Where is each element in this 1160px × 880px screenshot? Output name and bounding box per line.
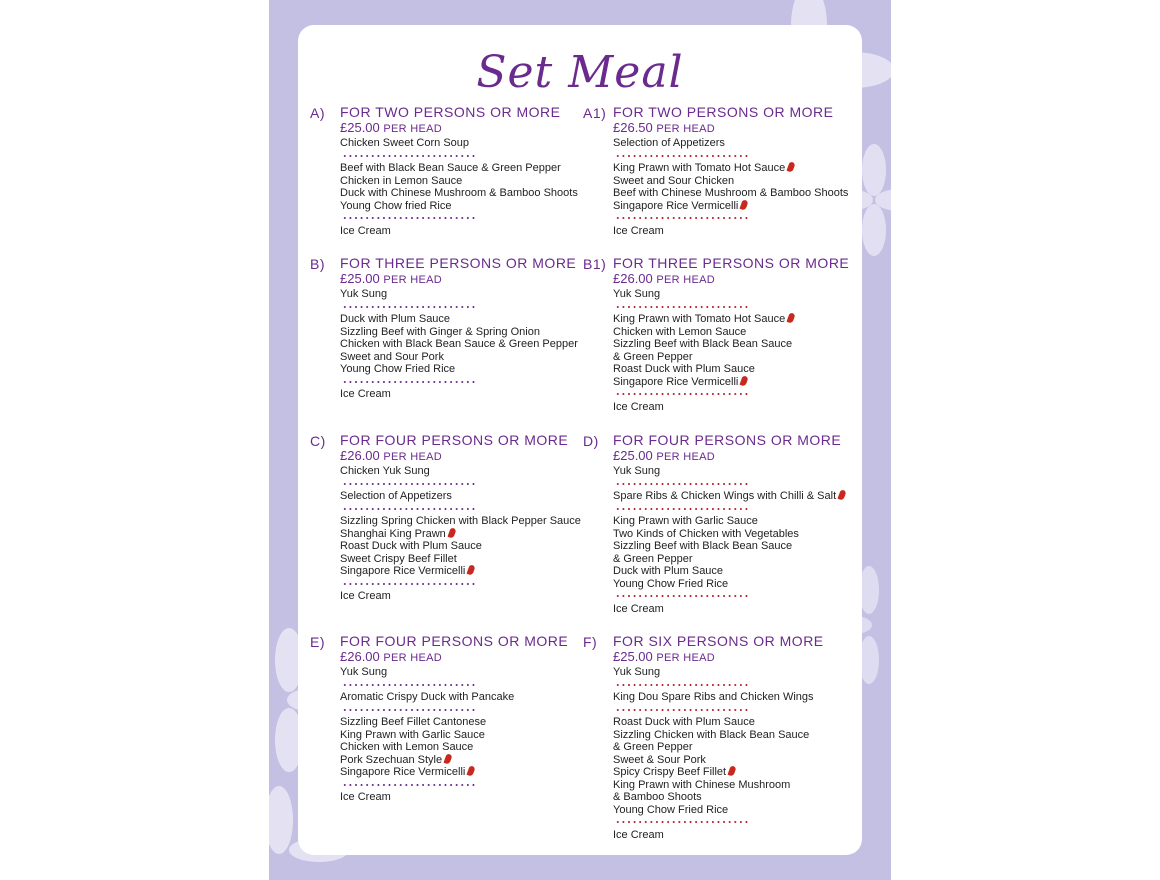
- menu-item: [340, 351, 610, 364]
- menu-item: [340, 338, 610, 351]
- meal-items: [340, 288, 610, 401]
- dotted-separator: [613, 478, 883, 491]
- menu-item-label: Sweet & Sour Pork: [613, 753, 706, 766]
- menu-item-label: Sizzling Beef with Black Bean Sauce: [613, 540, 793, 552]
- menu-item: [613, 200, 883, 213]
- menu-item-label: Ice Cream: [340, 388, 391, 400]
- menu-item: [340, 200, 610, 213]
- menu-item-label: Beef with Chinese Mushroom & Bamboo Shoots: [613, 187, 849, 199]
- dotted-separator: [340, 478, 610, 491]
- dotted-separator: [613, 388, 883, 401]
- set-meal-f: [583, 633, 883, 841]
- meal-heading: FOR FOUR PERSONS OR MORE: [613, 432, 842, 448]
- chili-pepper-icon: [467, 765, 476, 776]
- menu-item-label: Ice Cream: [340, 590, 391, 602]
- menu-item-label: Sizzling Beef with Black Bean Sauce: [613, 338, 793, 350]
- set-meal-a1: [583, 104, 883, 237]
- meal-code: B): [310, 256, 325, 272]
- menu-item-label: Singapore Rice Vermicelli: [613, 199, 739, 212]
- menu-item-label: King Prawn with Tomato Hot Sauce: [613, 162, 786, 174]
- menu-item-label: Duck with Plum Sauce: [340, 313, 451, 325]
- menu-item: [613, 490, 883, 503]
- dotted-separator: [340, 704, 610, 717]
- chili-pepper-icon: [787, 161, 796, 172]
- per-head-label: PER HEAD: [656, 652, 716, 664]
- menu-item-label: King Prawn with Garlic Sauce: [613, 515, 758, 527]
- menu-item: [613, 766, 883, 779]
- menu-item-label: Ice Cream: [613, 602, 664, 615]
- dotted-separator: [340, 212, 610, 225]
- menu-item: [340, 540, 610, 553]
- meal-code: C): [310, 433, 326, 449]
- menu-item-label: King Dou Spare Ribs and Chicken Wings: [613, 691, 814, 703]
- menu-item: [613, 791, 883, 804]
- menu-item-label: Yuk Sung: [613, 465, 661, 477]
- menu-item: [340, 791, 610, 804]
- menu-item-label: Ice Cream: [340, 791, 391, 803]
- menu-item: [613, 465, 883, 478]
- price-value: £26.00: [340, 649, 384, 664]
- menu-item-label: Selection of Appetizers: [340, 490, 452, 502]
- menu-item: [340, 754, 610, 767]
- menu-item: [613, 137, 883, 150]
- meal-heading: FOR THREE PERSONS OR MORE: [613, 255, 850, 271]
- menu-item-label: Two Kinds of Chicken with Vegetables: [613, 527, 799, 540]
- menu-item: [340, 565, 610, 578]
- price-value: £26.50: [613, 120, 657, 135]
- menu-item: [613, 351, 883, 364]
- menu-item-label: Chicken in Lemon Sauce: [340, 174, 463, 187]
- menu-item-label: Young Chow Fried Rice: [613, 577, 729, 590]
- menu-item: [340, 465, 610, 478]
- menu-item-label: Pork Szechuan Style: [340, 753, 443, 766]
- menu-item-label: Sweet Crispy Beef Fillet: [340, 552, 457, 565]
- menu-card: [298, 25, 862, 855]
- menu-item-label: Beef with Black Bean Sauce & Green Pepper: [340, 162, 561, 174]
- menu-item-label: Sizzling Beef Fillet Cantonese: [340, 716, 487, 728]
- menu-item: [613, 162, 883, 175]
- menu-item: [613, 313, 883, 326]
- meal-price: [613, 448, 883, 465]
- menu-item-label: Duck with Plum Sauce: [613, 565, 724, 577]
- menu-item: [340, 388, 610, 401]
- menu-item-label: Chicken with Lemon Sauce: [613, 325, 747, 338]
- meal-heading: FOR FOUR PERSONS OR MORE: [340, 432, 569, 448]
- menu-item: [340, 741, 610, 754]
- menu-item: [613, 175, 883, 188]
- menu-item-label: & Bamboo Shoots: [613, 791, 702, 803]
- meal-items: [613, 288, 883, 413]
- meal-price: [613, 120, 883, 137]
- menu-item-label: King Prawn with Chinese Mushroom: [613, 778, 791, 791]
- menu-item: [340, 515, 610, 528]
- menu-item-label: Yuk Sung: [340, 288, 388, 300]
- meal-heading: FOR THREE PERSONS OR MORE: [340, 255, 577, 271]
- meal-code: F): [583, 634, 598, 650]
- meal-items: [613, 137, 883, 237]
- menu-item: [340, 666, 610, 679]
- per-head-label: PER HEAD: [656, 451, 716, 463]
- menu-item: [613, 363, 883, 376]
- meal-code: A): [310, 105, 325, 121]
- menu-item-label: & Green Pepper: [613, 350, 693, 363]
- meal-code: D): [583, 433, 599, 449]
- chili-pepper-icon: [740, 199, 749, 210]
- menu-item: [340, 590, 610, 603]
- menu-item: [613, 578, 883, 591]
- menu-item-label: Yuk Sung: [613, 288, 661, 300]
- menu-item: [613, 565, 883, 578]
- menu-item: [340, 326, 610, 339]
- menu-item-label: Ice Cream: [613, 400, 664, 413]
- meal-price: [340, 448, 610, 465]
- price-value: £26.00: [613, 271, 657, 286]
- menu-item-label: King Prawn with Tomato Hot Sauce: [613, 313, 786, 325]
- menu-item-label: Spicy Crispy Beef Fillet: [613, 766, 727, 778]
- chili-pepper-icon: [444, 753, 453, 764]
- meal-price: [340, 271, 610, 288]
- meal-heading: FOR SIX PERSONS OR MORE: [613, 633, 824, 649]
- menu-item: [613, 603, 883, 616]
- set-meal-d: [583, 432, 883, 615]
- price-value: £25.00: [613, 649, 657, 664]
- menu-item: [613, 187, 883, 200]
- dotted-separator: [340, 779, 610, 792]
- menu-item-label: Aromatic Crispy Duck with Pancake: [340, 691, 515, 703]
- per-head-label: PER HEAD: [656, 274, 716, 286]
- menu-item: [340, 716, 610, 729]
- menu-item: [613, 376, 883, 389]
- meal-code: B1): [583, 256, 607, 272]
- menu-item: [340, 363, 610, 376]
- menu-item: [340, 729, 610, 742]
- menu-item: [340, 313, 610, 326]
- menu-item-label: Singapore Rice Vermicelli: [340, 766, 466, 778]
- meal-price: [340, 120, 610, 137]
- chili-pepper-icon: [787, 312, 796, 323]
- menu-item: [340, 137, 610, 150]
- menu-item-label: Shanghai King Prawn: [340, 527, 446, 540]
- meal-heading: FOR TWO PERSONS OR MORE: [613, 104, 834, 120]
- menu-item-label: Duck with Chinese Mushroom & Bamboo Shoots: [340, 187, 578, 199]
- menu-item: [340, 175, 610, 188]
- menu-item: [613, 401, 883, 414]
- meal-price: [340, 649, 610, 666]
- menu-item: [340, 225, 610, 238]
- chili-pepper-icon: [447, 527, 456, 538]
- menu-item-label: Spare Ribs & Chicken Wings with Chilli & Salt: [613, 490, 837, 502]
- menu-item-label: Chicken Yuk Sung: [340, 465, 430, 477]
- menu-item-label: Sweet and Sour Chicken: [613, 174, 735, 187]
- menu-item: [613, 741, 883, 754]
- per-head-label: PER HEAD: [383, 652, 443, 664]
- per-head-label: PER HEAD: [383, 123, 443, 135]
- dotted-separator: [613, 679, 883, 692]
- menu-item: [340, 288, 610, 301]
- price-value: £25.00: [340, 120, 384, 135]
- dotted-separator: [613, 301, 883, 314]
- menu-item: [613, 716, 883, 729]
- set-meal-e: [310, 633, 610, 804]
- menu-item-label: Yuk Sung: [613, 666, 661, 678]
- menu-item: [340, 490, 610, 503]
- set-meal-c: [310, 432, 610, 603]
- menu-item-label: Selection of Appetizers: [613, 137, 725, 149]
- dotted-separator: [340, 150, 610, 163]
- meal-heading: FOR TWO PERSONS OR MORE: [340, 104, 561, 120]
- price-value: £25.00: [613, 448, 657, 463]
- per-head-label: PER HEAD: [383, 451, 443, 463]
- set-meal-b: [310, 255, 610, 401]
- menu-item-label: Ice Cream: [340, 224, 391, 237]
- meal-heading: FOR FOUR PERSONS OR MORE: [340, 633, 569, 649]
- menu-item-label: Chicken Sweet Corn Soup: [340, 137, 470, 149]
- chili-pepper-icon: [838, 489, 847, 500]
- menu-item-label: Young Chow Fried Rice: [340, 363, 456, 375]
- price-value: £26.00: [340, 448, 384, 463]
- dotted-separator: [613, 503, 883, 516]
- chili-pepper-icon: [728, 765, 737, 776]
- set-meal-b1: [583, 255, 883, 413]
- menu-item: [340, 528, 610, 541]
- menu-item: [613, 754, 883, 767]
- menu-item: [613, 829, 883, 842]
- menu-item: [613, 540, 883, 553]
- per-head-label: PER HEAD: [383, 274, 443, 286]
- meal-items: [613, 666, 883, 841]
- menu-item: [340, 187, 610, 200]
- meal-items: [613, 465, 883, 615]
- menu-item-label: Singapore Rice Vermicelli: [613, 375, 739, 388]
- menu-item: [613, 326, 883, 339]
- menu-item-label: Yuk Sung: [340, 666, 388, 678]
- menu-item: [613, 779, 883, 792]
- menu-item-label: & Green Pepper: [613, 552, 693, 565]
- dotted-separator: [340, 301, 610, 314]
- menu-item-label: Chicken with Black Bean Sauce & Green Pepper: [340, 338, 578, 350]
- meal-price: [613, 649, 883, 666]
- menu-item: [613, 729, 883, 742]
- dotted-separator: [613, 816, 883, 829]
- set-meal-a: [310, 104, 610, 237]
- menu-item: [613, 225, 883, 238]
- dotted-separator: [613, 212, 883, 225]
- page-title: Set Meal: [476, 47, 684, 98]
- dotted-separator: [340, 503, 610, 516]
- menu-item-label: Sweet and Sour Pork: [340, 350, 444, 363]
- menu-item: [613, 288, 883, 301]
- menu-item-label: Roast Duck with Plum Sauce: [613, 363, 755, 375]
- per-head-label: PER HEAD: [656, 123, 716, 135]
- menu-item-label: Roast Duck with Plum Sauce: [340, 540, 482, 552]
- menu-item: [613, 338, 883, 351]
- dotted-separator: [613, 150, 883, 163]
- menu-item-label: Singapore Rice Vermicelli: [340, 565, 466, 577]
- menu-item-label: King Prawn with Garlic Sauce: [340, 728, 485, 741]
- dotted-separator: [340, 578, 610, 591]
- menu-item-label: Ice Cream: [613, 828, 664, 841]
- menu-item-label: Ice Cream: [613, 224, 664, 237]
- price-value: £25.00: [340, 271, 384, 286]
- meal-price: [613, 271, 883, 288]
- menu-item: [613, 528, 883, 541]
- dotted-separator: [340, 376, 610, 389]
- menu-item: [340, 691, 610, 704]
- dotted-separator: [613, 704, 883, 717]
- menu-item: [340, 162, 610, 175]
- menu-item: [613, 553, 883, 566]
- dotted-separator: [613, 590, 883, 603]
- menu-item: [613, 515, 883, 528]
- menu-item: [340, 553, 610, 566]
- menu-item-label: Sizzling Chicken with Black Bean Sauce: [613, 728, 810, 741]
- menu-item-label: Sizzling Spring Chicken with Black Pepper Sauce: [340, 515, 581, 527]
- meal-items: [340, 465, 610, 603]
- menu-item-label: Chicken with Lemon Sauce: [340, 741, 474, 753]
- menu-item: [613, 691, 883, 704]
- menu-item: [340, 766, 610, 779]
- chili-pepper-icon: [467, 564, 476, 575]
- chili-pepper-icon: [740, 375, 749, 386]
- menu-item-label: & Green Pepper: [613, 741, 693, 753]
- menu-item: [613, 804, 883, 817]
- menu-item-label: Sizzling Beef with Ginger & Spring Onion: [340, 325, 540, 338]
- meal-items: [340, 137, 610, 237]
- menu-item-label: Young Chow Fried Rice: [613, 803, 729, 816]
- meal-code: A1): [583, 105, 607, 121]
- dotted-separator: [340, 679, 610, 692]
- meal-items: [340, 666, 610, 804]
- meal-code: E): [310, 634, 325, 650]
- menu-item-label: Young Chow fried Rice: [340, 199, 452, 212]
- menu-item-label: Roast Duck with Plum Sauce: [613, 716, 755, 728]
- menu-item: [613, 666, 883, 679]
